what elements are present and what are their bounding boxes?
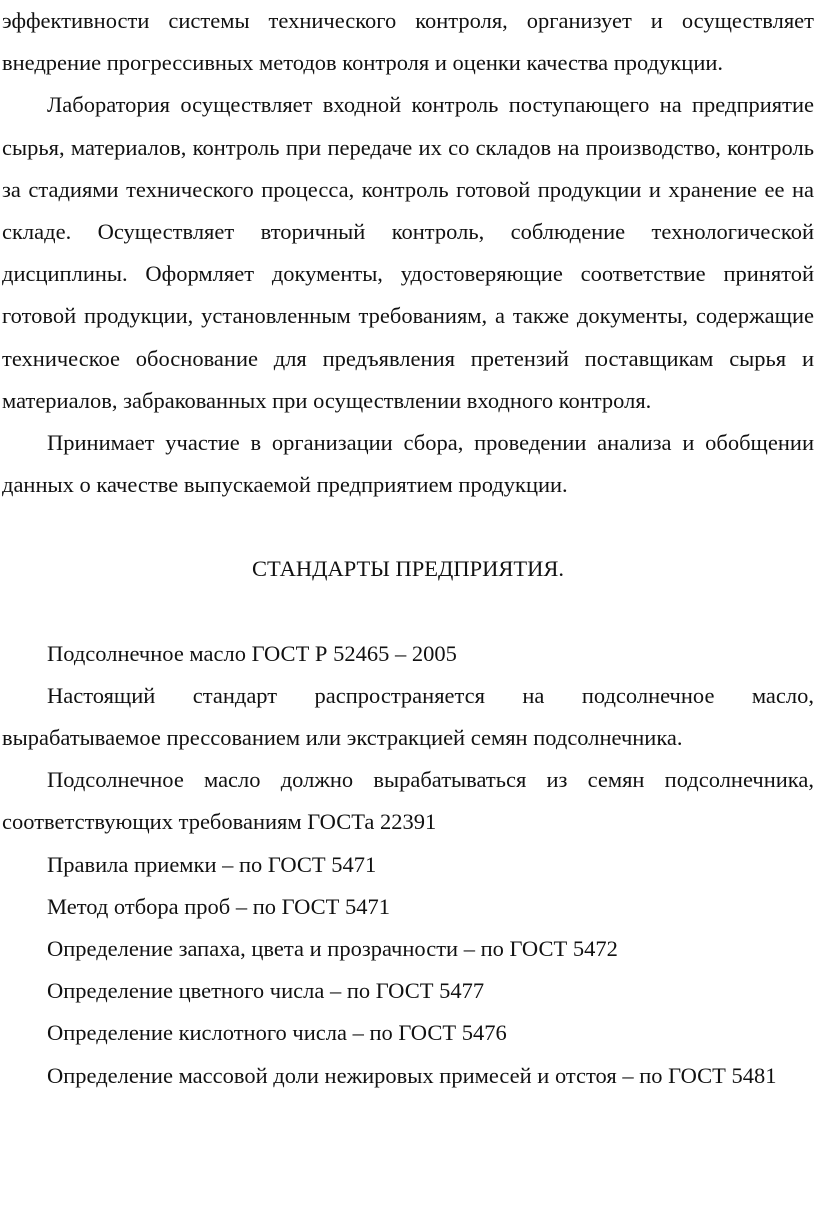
spacer <box>2 591 814 633</box>
paragraph-scope: Настоящий стандарт распространяется на подсолнечное масло, вырабатываемое прессованием или экстракцией семян подсолнечника. <box>2 682 814 751</box>
list-item-acid-number: Определение кислотного числа – по ГОСТ 5476 <box>47 1020 507 1046</box>
list-item-odor-color-clarity: Определение запаха, цвета и прозрачности – по ГОСТ 5472 <box>47 936 618 962</box>
paragraph-continuation: эффективности системы технического контроля, организует и осуществляет внедрение прогрессивных методов контроля и оценки качества продукции. <box>2 8 814 76</box>
list-item-sampling-method: Метод отбора проб – по ГОСТ 5471 <box>47 893 391 919</box>
section-heading: СТАНДАРТЫ ПРЕДПРИЯТИЯ. <box>251 556 564 582</box>
list-item-color-number: Определение цветного числа – по ГОСТ 5477 <box>47 978 485 1004</box>
paragraph-laboratory-control: Лаборатория осуществляет входной контроль поступающего на предприятие сырья, материалов, контроль при передаче их со складов на производство, контроль за стадиями технического процесса, контроль готовой продукции и хранение ее на складе. Осуществляет вторичный контроль, соблюдение технологической дисциплины. Оформляет документы, удостоверяющие соответствие принятой готовой продукции, установленным требованиям, а также документы, содержащие техническое обоснование для предъявления претензий поставщикам сырья и материалов, забракованных при осуществлении входного контроля. <box>2 92 814 413</box>
spacer <box>2 506 814 548</box>
list-item-impurities: Определение массовой доли нежировых примесей и отстоя – по ГОСТ 5481 <box>47 1062 777 1088</box>
list-item-acceptance-rules: Правила приемки – по ГОСТ 5471 <box>47 851 377 877</box>
paragraph-quality-data: Принимает участие в организации сбора, проведении анализа и обобщении данных о качестве выпускаемой предприятием продукции. <box>2 430 814 498</box>
standard-title: Подсолнечное масло ГОСТ Р 52465 – 2005 <box>47 640 457 666</box>
paragraph-raw-material: Подсолнечное масло должно вырабатываться из семян подсолнечника, соответствующих требованиям ГОСТа 22391 <box>2 767 814 835</box>
